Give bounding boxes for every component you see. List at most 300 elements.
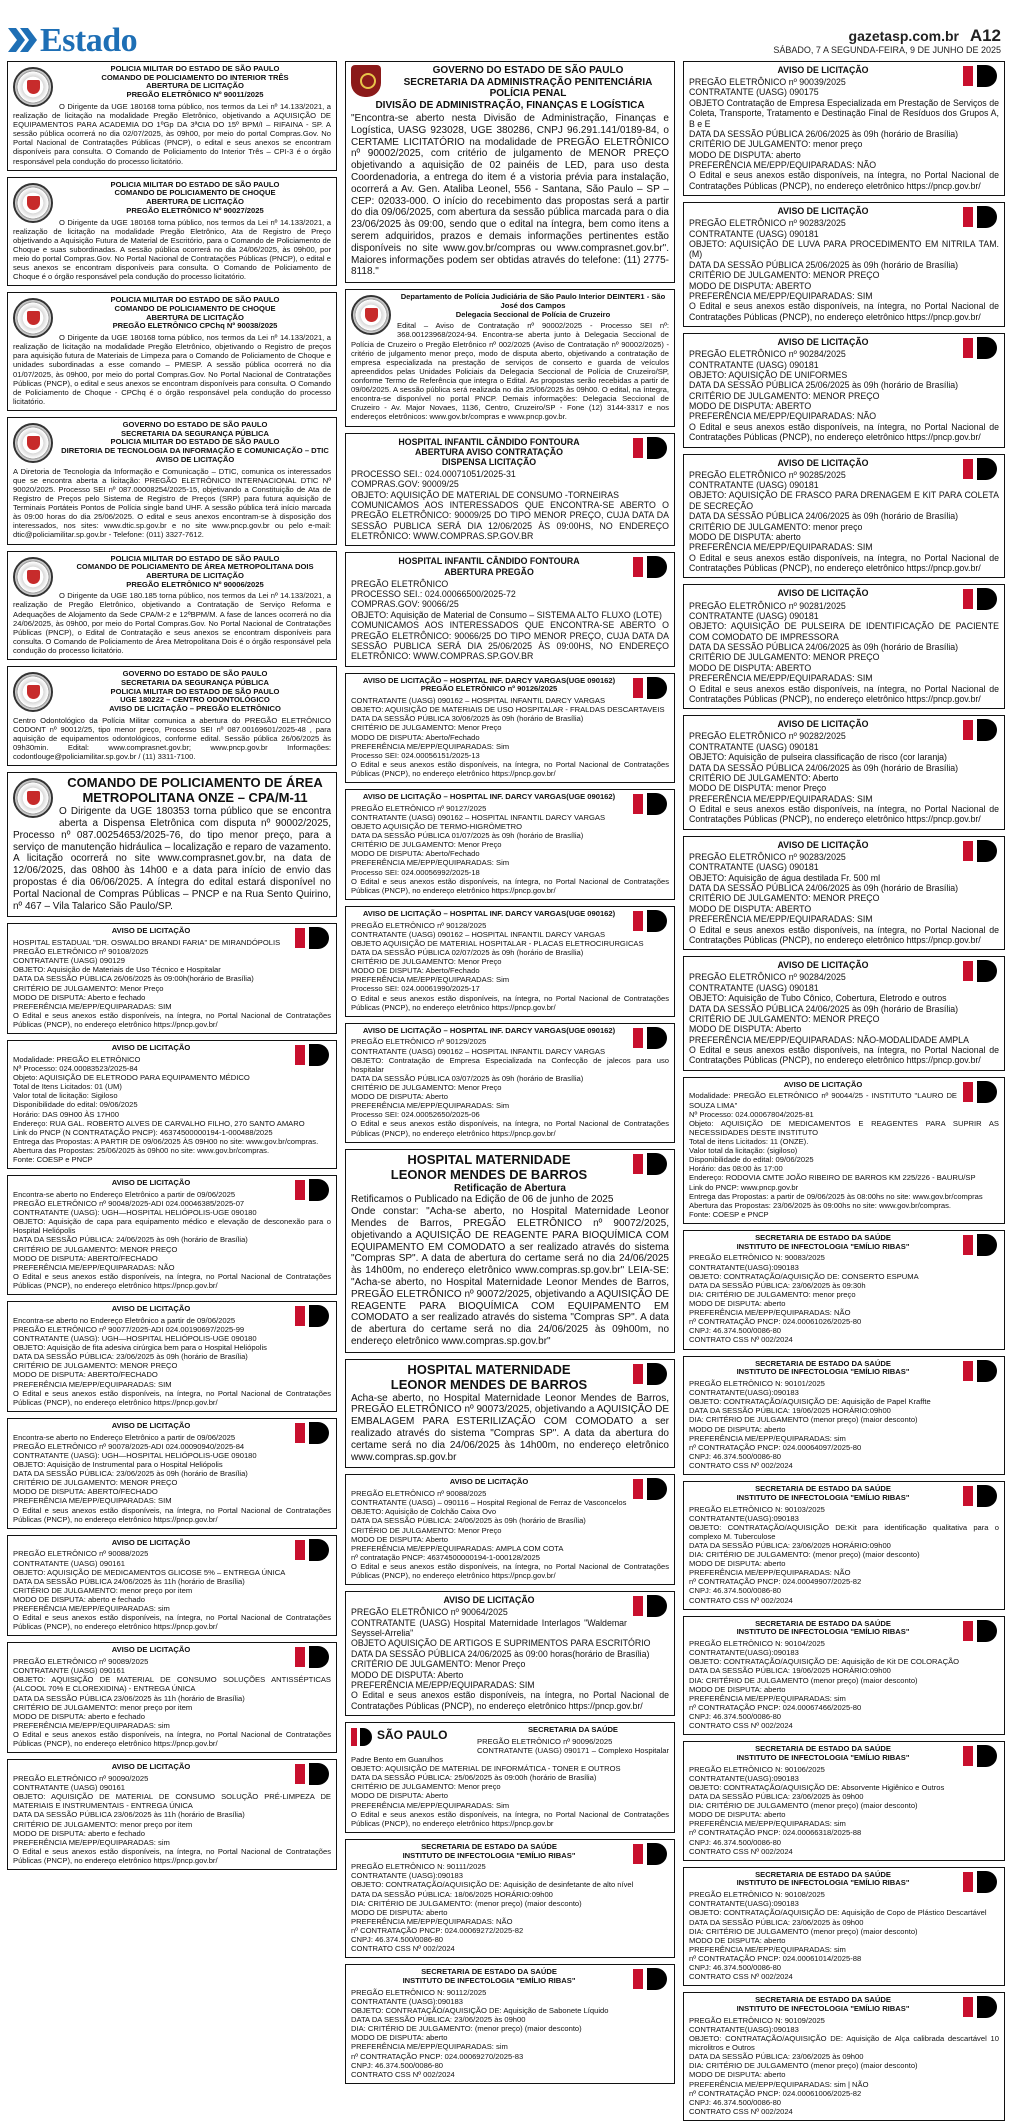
sp-government-logo-icon: [633, 910, 669, 932]
heading-line: AVISO DE LICITAÇÃO: [783, 1079, 863, 1089]
notice-line: PREFERÊNCIA ME/EPP/EQUIPARADAS: Sim: [351, 1800, 510, 1810]
notice-line: PREGÃO ELETRÔNICO N: 90103/2025: [689, 1504, 825, 1514]
notice-line: nº CONTRATAÇÃO PNCP: 024.00069272/2025-82: [351, 1926, 524, 1936]
notice-line: CONTRATANTE (UASG) 090181: [689, 359, 819, 370]
notice-line: MODO DE DISPUTA: ABERTO: [689, 401, 812, 412]
notice-line: CONTRATANTE (UASG): UGH—HOSPITAL HELIÓPOLIS-UGE 090180: [13, 1208, 257, 1218]
notice-box: [345, 1359, 675, 1469]
heading-line: COMANDO DE POLICIAMENTO DE ÁREA METROPOLITANA DOIS: [76, 562, 314, 572]
notice-line: OBJETO: CONTRATAÇÃO/AQUISIÇÃO DE: Aquisição de Copo de Plástico Descartável: [689, 1908, 987, 1918]
notice-box: [345, 552, 675, 666]
notice-box: [345, 1722, 675, 1833]
heading-line: SECRETARIA DE ESTADO DA SAÚDE: [755, 1869, 891, 1879]
notice-line: PREGÃO ELETRÔNICO N: 90083/2025: [689, 1253, 825, 1263]
notice-line: OBJETO: AQUISIÇÃO DE LUVA PARA PROCEDIMENTO EM NITRILA TAM. (M): [689, 239, 999, 260]
notice-line: COMUNICAMOS AOS INTERESSADOS QUE ENCONTRA-SE ABERTO O PREGÃO ELETRÔNICO: 90009/25 DO TIPO MENOR PREÇO, CUJA DATA DA SESSÃO PUBLICA SERÁ DIA 12/06/2025 ÀS 09:00HS, NO ENDEREÇO ELETRÔNICO: WWW.COMPRAS.SP.GOV.BR: [351, 499, 669, 542]
notice-line: Onde constar: "Acha-se aberto, no Hospital Maternidade Leonor Mendes de Barros, PREGÃO ELETRÔNICO nº 90072/2025, objetivando a AQUISIÇÃO DE REAGENTE PARA BIOQUÍMICA COM EQUIPAMENTO EM COMODATO a ser realizado através do sistema "Compras SP". A data de abertura do certame será no dia 24/06/2025 às 14h00m, no endereço eletrônico www.compras.sp.gov.br" LEIA-SE: "Acha-se aberto, no Hospital Maternidade Leonor Mendes de Barros, PREGÃO ELETRÔNICO nº 90072/2025, objetivando a AQUISIÇÃO DE REAGENTE PARA BIOQUÍMICA COM EQUIPAMENTO EM COMODATO a ser realizado através do sistema "Compras SP". A data de abertura do certame será no dia 24/06/2025 às 09h00m, no endereço eletrônico www.compras.sp.gov.br": [351, 1206, 669, 1347]
notice-line: OBJETO: Contratação de Empresa Especializada na Confecção de jalecos para uso hospitalar: [351, 1055, 669, 1074]
notice-line: CRITÉRIO DE JULGAMENTO: MENOR PREÇO: [689, 652, 880, 663]
notice-box: [345, 1591, 675, 1716]
notice-box: [7, 1535, 337, 1637]
notice-line: CONTRATO CSS Nº 002/2024: [689, 1972, 793, 1982]
notice-box: [7, 1418, 337, 1529]
notice-line: MODO DE DISPUTA: aberto e fechado: [13, 1711, 145, 1721]
notice-line: CNPJ: 46.374.500/0086-80: [689, 1586, 782, 1596]
notice-line: CRITÉRIO DE JULGAMENTO: MENOR PREÇO: [13, 1244, 178, 1254]
heading-line: ABERTURA DE LICITAÇÃO: [146, 570, 244, 580]
notice-line: CONTRATANTE (UASG) 090162 – HOSPITAL INFANTIL DARCY VARGAS: [351, 929, 606, 939]
notice-heading: [351, 1595, 669, 1605]
notice-line: nº CONTRATAÇÃO PNCP: 024.00049907/2025-82: [689, 1577, 862, 1587]
notice-line: PREGÃO ELETRÔNICO nº 90039/2025: [689, 77, 846, 88]
heading-line: AVISO DE LICITAÇÃO – PREGÃO ELETRÔNICO: [109, 704, 281, 714]
heading-line: Departamento de Polícia Judiciária de São Paulo Interior DEINTER1 - São José dos Campos: [400, 292, 666, 310]
notice-line: Horário: DAS 09H00 ÀS 17H00: [13, 1109, 119, 1119]
heading-line: PREGÃO ELETRÔNICO CPChq Nº 90038/2025: [112, 321, 278, 331]
notice-line: DATA DA SESSÃO PÚBLICA 24/06/2025 às 09:00 horas(horário de Brasília): [351, 1648, 650, 1659]
notice-line: OBJETO: AQUISIÇÃO DE MATERIAL DE CONSUMO SOLUÇÃO PRÉ-LIMPEZA DE MATERIAIS E INSTRUMENTAIS - ENTREGA ÚNICA: [13, 1792, 331, 1811]
notice-box: [7, 551, 337, 661]
heading-line: AVISO DE LICITAÇÃO: [777, 457, 869, 468]
notice-line: PREFERÊNCIA ME/EPP/EQUIPARADAS: sim | NÃO: [689, 2079, 869, 2089]
police-seal-icon: [13, 423, 53, 463]
notice-line: DATA DA SESSÃO PÚBLICA: 23/06/2025 às 09h (horário de Brasília): [13, 1352, 248, 1362]
sp-government-logo-icon: [633, 1843, 669, 1865]
heading-line: COMANDO DE POLICIAMENTO DE CHOQUE: [114, 188, 276, 198]
notice-line: O Edital e seus anexos estão disponíveis, na íntegra, no Portal Nacional de Contratações Públicas (PNCP), no endereço eletrônico https://pncp.gov.br/: [13, 1730, 331, 1749]
notice-line: O Edital e seus anexos estão disponíveis, na íntegra, no Portal Nacional de Contratações Públicas (PNCP), no endereço eletrônico https://pncp.gov.br/: [351, 876, 669, 895]
heading-line: DIRETORIA DE TECNOLOGIA DA INFORMAÇÃO E COMUNICAÇÃO – DTIC: [61, 446, 329, 456]
notice-line: O Edital e seus anexos estão disponíveis, na íntegra, no Portal Nacional de Contratações Públicas (PNCP), no endereço eletrônico https://pncp.gov.br/: [13, 1505, 331, 1524]
notice-line: DATA DA SESSÃO PÚBLICA: 18/06/2025 HORÁRIO:09h00: [351, 1889, 553, 1899]
notice-title: HOSPITAL MATERNIDADE: [407, 1151, 571, 1167]
notice-line: MODO DE DISPUTA: Aberto: [351, 1669, 464, 1680]
notice-line: PREGÃO ELETRÔNICO nº 90096/2025: [477, 1736, 613, 1746]
notice-line: PREFERÊNCIA ME/EPP/EQUIPARADAS: SIM: [689, 793, 873, 804]
heading-line: SECRETARIA DA ADMINISTRAÇÃO PENITENCIÁRIA: [403, 76, 653, 88]
notice-box: [7, 1642, 337, 1753]
notice-line: PREFERÊNCIA ME/EPP/EQUIPARADAS: SIM: [689, 914, 873, 925]
notice-box: [7, 61, 337, 171]
notice-heading: [13, 1305, 331, 1314]
sp-government-logo-icon: [963, 206, 999, 228]
sp-government-logo-icon: [963, 1996, 999, 2018]
notice-title: LEONOR MENDES DE BARROS: [390, 1376, 588, 1392]
notice-line: PREGÃO ELETRÔNICO nº 90088/2025: [13, 1549, 149, 1559]
notice-line: OBJETO: CONTRATAÇÃO/AQUISIÇÃO DE: Aquisição de Sabonete Líquido: [351, 2006, 609, 2016]
notice-line: PREFERÊNCIA ME/EPP/EQUIPARADAS: SIM: [689, 673, 873, 684]
notice-box: [683, 1356, 1005, 1476]
heading-line: AVISO DE LICITAÇÃO: [777, 719, 869, 730]
notice-heading: [13, 1179, 331, 1188]
sp-government-logo-icon: [963, 1360, 999, 1382]
notice-line: MODO DE DISPUTA: ABERTO/FECHADO: [13, 1370, 158, 1380]
heading-line: AVISO DE LICITAÇÃO: [111, 926, 191, 936]
notice-line: HOSPITAL ESTADUAL "DR. OSWALDO BRANDI FARIA" DE MIRANDÓPOLIS: [13, 938, 281, 948]
notice-line: PREFERÊNCIA ME/EPP/EQUIPARADAS: Sim: [351, 975, 510, 985]
notice-line: PREGÃO ELETRÔNICO nº 90088/2025: [351, 1489, 487, 1499]
heading-line: PREGÃO ELETRÔNICO Nº 90006/2025: [126, 579, 264, 589]
heading-line: SECRETARIA DE ESTADO DA SAÚDE: [755, 1618, 891, 1628]
notice-line: DATA DA SESSÃO PÚBLICA 02/07/2025 às 09h (horário de Brasília): [351, 947, 584, 957]
heading-line: INSTITUTO DE INFECTOLOGIA "EMÍLIO RIBAS": [736, 1367, 910, 1377]
notice-line: PREFERÊNCIA ME/EPP/EQUIPARADAS: AMPLA COM COTA: [351, 1543, 564, 1553]
chevrons-icon: [8, 28, 42, 52]
notice-line: PREGÃO ELETRÔNICO nº 90284/2025: [689, 972, 846, 983]
notice-line: CONTRATANTE (UASG) 090181: [689, 610, 819, 621]
sp-government-logo-icon: [295, 1646, 331, 1668]
notice-line: MODO DE DISPUTA: Aberto/Fechado: [351, 849, 480, 859]
notice-line: O Edital e seus anexos estão disponíveis, na íntegra, no Portal Nacional de Contratações Públicas (PNCP), no endereço eletrônico https://pncp.gov.br/: [689, 421, 999, 443]
notice-line: CONTRATANTE(UASG):090183: [689, 1899, 799, 1909]
heading-line: SECRETARIA DE ESTADO DA SAÚDE: [755, 1484, 891, 1494]
notice-heading: [13, 1539, 331, 1548]
notice-line: O Edital e seus anexos estão disponíveis, na íntegra, no Portal Nacional de Contratações Públicas (PNCP), no endereço eletrônico https://pncp.gov.br/: [351, 759, 669, 778]
masthead: [0, 0, 1011, 59]
notice-line: MODO DE DISPUTA: aberto: [351, 2033, 448, 2043]
notice-box: [7, 1301, 337, 1412]
notice-line: O Edital e seus anexos estão disponíveis, na íntegra, no Portal Nacional de Contratações Públicas (PNCP), no endereço eletrônico https://pncp.gov.br/: [689, 170, 999, 191]
notice-line: DIA: CRITÉRIO DE JULGAMENTO: (menor preço) (maior desconto): [351, 2024, 582, 2034]
notice-heading: [351, 677, 669, 694]
heading-line: AVISO DE LICITAÇÃO: [111, 1043, 191, 1053]
notice-heading: [13, 1422, 331, 1431]
sp-government-logo-icon: [295, 1539, 331, 1561]
notice-line: CONTRATANTE(UASG):090183: [689, 1773, 799, 1783]
notice-line: O Edital e seus anexos estão disponíveis, na íntegra, no Portal Nacional de Contratações Públicas (PNCP), no endereço eletrônico https://pncp.gov.br/: [689, 1045, 999, 1066]
notice-line: OBJETO: AQUISIÇÃO DE MATERIAL DE CONSUMO SOLUÇÕES ANTISSÉPTICAS (ALCOOL 70% E CLOREXIDINA) - ENTREGA ÚNICA: [13, 1675, 331, 1694]
notice-line: CONTRATANTE (UASG): UGH—HOSPITAL HELIÓPOLIS-UGE 090180: [13, 1450, 257, 1460]
notice-line: Acha-se aberto, no Hospital Maternidade Leonor Mendes de Barros, PREGÃO ELETRÔNICO nº 90073/2025, objetivando a AQUISIÇÃO DE EMBALAGEM PARA ESTERILIZAÇÃO COM COMODATO a ser realizado através do sistema "Compras SP". A data da abertura do certame será no dia 24/06/2025 às 14h00m, no endereço eletrônico www.compras.sp.gov.br: [351, 1392, 669, 1463]
notice-line: O Edital e seus anexos estão disponíveis, na íntegra, no Portal Nacional de Contratações Públicas (PNCP), no endereço eletrônico https://pncp.gov.br/: [689, 683, 999, 704]
notice-line: nº CONTRATAÇÃO PNCP: 024.00064097/2025-80: [689, 1442, 862, 1452]
heading-line: INSTITUTO DE INFECTOLOGIA "EMÍLIO RIBAS": [736, 1627, 910, 1637]
page-number: A12: [969, 26, 1001, 45]
notice-line: Nº Processo: 024.00083523/2025-84: [13, 1063, 138, 1073]
notice-line: MODO DE DISPUTA: Aberto/Fechado: [351, 732, 480, 742]
notice-line: OBJETO: AQUISIÇÃO DE MATERIAIS DE USO HOSPITALAR - FRALDAS DESCARTAVEIS: [351, 705, 665, 715]
notice-line: DATA DA SESSÃO PÚBLICA: 19/06/2025 HORÁRIO:09h00: [689, 1406, 891, 1416]
notice-line: PREGÃO ELETRÔNICO nº 90048/2025-ADI 024.00046385/2025-07: [13, 1199, 245, 1208]
heading-line: INSTITUTO DE INFECTOLOGIA "EMÍLIO RIBAS": [736, 1492, 910, 1502]
notice-line: PREGÃO ELETRÔNICO N: 90106/2025: [689, 1764, 825, 1774]
notice-line: CONTRATANTE (UASG) – 090116 – Hospital Regional de Ferraz de Vasconcelos: [351, 1498, 627, 1508]
notice-line: OBJETO AQUISIÇÃO DE ARTIGOS E SUPRIMENTOS PARA ESCRITÓRIO: [351, 1638, 651, 1649]
notice-line: Entrega das Propostas: a partir de 09/06/2025 às 08:00hs no site: www.gov.br/compras: [689, 1191, 983, 1201]
notice-heading: [351, 556, 669, 576]
notice-line: DATA DA SESSÃO PÚBLICA 24/06/2025 às 09h (horário de Brasília): [689, 642, 959, 653]
notice-box: [683, 1741, 1005, 1861]
notice-line: CRITÉRIO DE JULGAMENTO: Menor preço: [351, 1782, 501, 1792]
notice-line: CRITÉRIO DE JULGAMENTO: Menor Preço: [351, 957, 502, 967]
notice-line: CRITÉRIO DE JULGAMENTO: menor preço por item: [13, 1585, 193, 1595]
notice-box: [683, 715, 1005, 829]
heading-line: INSTITUTO DE INFECTOLOGIA "EMÍLIO RIBAS": [736, 2004, 910, 2014]
notice-line: Link do PNCP (N CONTRATAÇÃO PNCP): 46374500000194-1-000488/2025: [13, 1127, 273, 1137]
notice-line: Horário: das 08:00 às 17:00: [689, 1164, 783, 1174]
notice-line: nº CONTRATAÇÃO PNCP: 024.00066318/2025-88: [689, 1828, 862, 1838]
heading-line: AVISO DE LICITAÇÃO: [777, 588, 869, 599]
notice-title: LEONOR MENDES DE BARROS: [390, 1166, 588, 1182]
notice-line: Encontra-se aberto no Endereço Eletrônico a partir de 09/06/2025: [13, 1315, 236, 1325]
notice-line: O Edital e seus anexos estão disponíveis, na íntegra, no Portal Nacional de Contratações Públicas (PNCP), no endereço eletrônico https://pncp.gov.br/: [689, 301, 999, 322]
notice-line: MODO DE DISPUTA: aberto: [689, 1298, 786, 1308]
police-seal-icon: [13, 298, 53, 338]
heading-line: AVISO DE LICITAÇÃO – HOSPITAL INF. DARCY VARGAS(UGE 090162): [362, 675, 616, 685]
notice-line: MODO DE DISPUTA: Aberto e fechado: [13, 992, 146, 1002]
heading-line: HOSPITAL INFANTIL CÂNDIDO FONTOURA: [398, 556, 580, 567]
notice-subtitle: Retificação de Abertura: [454, 1182, 566, 1194]
notice-line: CONTRATO CSS Nº 002/2024: [689, 1460, 793, 1470]
notice-line: CONTRATANTE(UASG):090183: [689, 1388, 799, 1398]
notice-line: PREFERÊNCIA ME/EPP/EQUIPARADAS: NÃO: [689, 160, 877, 171]
notice-line: CONTRATANTE (UASG) 090171 – Complexo Hospitalar Padre Bento em Guarulhos: [351, 1745, 669, 1764]
notice-line: MODO DE DISPUTA: aberto: [689, 1935, 786, 1945]
notice-box: [683, 333, 1005, 447]
sp-government-logo-icon: [295, 1044, 331, 1066]
notice-heading: [689, 1871, 999, 1888]
notice-line: CRITÉRIO DE JULGAMENTO: MENOR PREÇO: [689, 1013, 880, 1024]
notice-line: DATA DA SESSÃO PÚBLICA 24/06/2025 às 09h (horário de Brasília): [689, 1003, 959, 1014]
notice-line: Objeto: AQUISIÇÃO DE ELETRODO PARA EQUIPAMENTO MÉDICO: [13, 1073, 250, 1083]
logo-text: SÃO PAULO: [377, 1728, 448, 1743]
notice-line: DATA DA SESSÃO PÚBLICA 24/06/2025 às 09h (horário de Brasília): [689, 762, 959, 773]
notice-heading: [351, 293, 669, 319]
notice-box: [683, 836, 1005, 950]
notice-heading: [13, 65, 331, 100]
logo-bar: [351, 1728, 357, 1746]
notice-line: CONTRATANTE(UASG):090183: [689, 2024, 799, 2034]
police-seal-icon: [13, 183, 53, 223]
notice-line: OBJETO: Aquisição de pulseira classificação de risco (cor laranja): [689, 752, 947, 763]
notice-line: Processo SEI: 024.00052650/2025-06: [351, 1110, 480, 1120]
sp-government-logo-icon: [295, 927, 331, 949]
notice-heading: [13, 296, 331, 331]
notice-line: DATA DA SESSÃO PÚBLICA 26/06/2025 às 09h (horário de Brasília): [689, 128, 959, 139]
notice-box: [7, 666, 337, 766]
notice-line: Fonte: COESP e PNCP: [13, 1155, 93, 1165]
site-url[interactable]: gazetasp.com.br: [848, 28, 959, 44]
heading-line: AVISO DE LICITAÇÃO: [777, 65, 869, 75]
heading-line: SECRETARIA DE ESTADO DA SAÚDE: [421, 1967, 557, 1977]
notice-box: [7, 177, 337, 287]
notice-line: CONTRATANTE (UASG) 090162 – HOSPITAL INFANTIL DARCY VARGAS: [351, 1046, 606, 1056]
heading-line: HOSPITAL INFANTIL CÂNDIDO FONTOURA: [398, 436, 580, 447]
notice-line: DIA: CRITÉRIO DE JULGAMENTO (menor preço) (maior desconto): [689, 1801, 918, 1811]
notice-line: O Edital e seus anexos estão disponíveis, na íntegra, no Portal Nacional de Contratações Públicas (PNCP), no endereço eletrônico https://pncp.gov.br: [351, 1809, 669, 1828]
notice-line: CRITÉRIO DE JULGAMENTO: Menor Preço: [351, 1083, 502, 1092]
heading-line: AVISO DE LICITAÇÃO: [111, 1762, 191, 1772]
police-seal-icon: [13, 67, 53, 107]
notice-line: DATA DA SESSÃO PÚBLICA 23/06/2025 às 11h (horário de Brasília): [13, 1810, 245, 1820]
notice-line: OBJETO: CONTRATAÇÃO/AQUISIÇÃO DE: Aquisição de Kit DE COLORAÇÃO: [689, 1657, 960, 1667]
notice-line: DIA: CRITÉRIO DE JULGAMENTO (menor preço) (maior desconto): [689, 1675, 918, 1685]
notice-line: CRITÉRIO DE JULGAMENTO: MENOR PREÇO: [689, 893, 880, 904]
heading-line: INSTITUTO DE INFECTOLOGIA "EMÍLIO RIBAS": [402, 1850, 576, 1860]
heading-line: POLICIA MILITAR DO ESTADO DE SÃO PAULO: [110, 686, 280, 696]
notice-heading: [689, 65, 999, 75]
notice-line: CONTRATANTE (UASG) 090181: [689, 982, 819, 993]
notice-heading: [689, 337, 999, 347]
notice-line: OBJETO: AQUISIÇÃO DE PULSEIRA DE IDENTIFICAÇÃO DE PACIENTE COM COMODATO DE IMPRESSORA: [689, 621, 999, 642]
notice-title: METROPOLITANA ONZE – CPA/M-11: [82, 790, 308, 806]
notice-line: CRITÉRIO DE JULGAMENTO: menor preço: [689, 521, 863, 532]
notice-heading: [689, 1485, 999, 1502]
notice-line: DATA DA SESSÃO PÚBLICA 26/06/2025 às 09:00h(horário de Brasília): [13, 974, 254, 984]
heading-line: AVISO DE LICITAÇÃO: [111, 1420, 191, 1430]
heading-line: POLICIA MILITAR DO ESTADO DE SÃO PAULO: [110, 437, 280, 447]
notice-line: DATA DA SESSÃO PÚBLICA: 23/06/2025 às 09h (horário de Brasília): [13, 1469, 248, 1479]
notice-line: OBJETO: AQUISIÇÃO DE UNIFORMES: [689, 369, 848, 380]
sp-government-logo-icon: [963, 1081, 999, 1103]
notice-line: PREGÃO ELETRÔNICO nº 90128/2025: [351, 920, 487, 930]
notice-line: PREGÃO ELETRÔNICO nº 90127/2025: [351, 803, 487, 813]
notice-line: Total de Itens Licitados: 01 (UM): [13, 1082, 122, 1092]
heading-line: AVISO DE LICITAÇÃO: [111, 1537, 191, 1547]
notice-line: PROCESSO SEI.: 024.00071051/2025-31: [351, 468, 516, 479]
sp-government-logo-icon: [295, 1305, 331, 1327]
sp-government-logo-icon: [295, 1179, 331, 1201]
notice-line: CRITÉRIO DE JULGAMENTO: menor preço por item: [13, 1819, 193, 1829]
heading-line: POLICIA MILITAR DO ESTADO DE SÃO PAULO: [110, 295, 280, 305]
notice-box: [683, 584, 1005, 709]
heading-line: PREGÃO ELETRÔNICO nº 90126/2025: [420, 684, 558, 694]
notice-line: PREFERÊNCIA ME/EPP/EQUIPARADAS: sim: [689, 1433, 846, 1443]
notice-line: OBJETO: Aquisição de Materiais de Uso Técnico e Hospitalar: [13, 965, 221, 975]
heading-line: AVISO DE LICITAÇÃO: [777, 337, 869, 348]
notice-box: [345, 673, 675, 783]
notice-box: [345, 789, 675, 900]
notice-line: MODO DE DISPUTA: ABERTO/FECHADO: [13, 1253, 158, 1263]
notice-line: COMPRAS.GOV: 90009/25: [351, 479, 459, 490]
notice-line: Disponibilidade do edital: 09/06/2025: [689, 1155, 814, 1165]
notice-line: DATA DA SESSÃO PÚBLICA: 25/06/2025 às 09:00h (horário de Brasília): [351, 1773, 597, 1783]
sp-government-logo-icon: [963, 65, 999, 87]
heading-line: AVISO DE LICITAÇÃO: [155, 454, 235, 464]
notice-line: CONTRATO CSS Nº 002/2024: [689, 1335, 793, 1345]
notice-line: CRITÉRIO DE JULGAMENTO: Menor Preço: [351, 840, 502, 850]
notice-line: O Edital e seus anexos estão disponíveis, na íntegra, no Portal Nacional de Contratações Públicas (PNCP), no endereço eletrônico https://pncp.gov.br/: [13, 1846, 331, 1865]
heading-line: SECRETARIA DA SAÚDE: [527, 1725, 618, 1735]
heading-line: AVISO DE LICITAÇÃO: [111, 1304, 191, 1314]
notice-line: PREFERÊNCIA ME/EPP/EQUIPARADAS: NÃO: [689, 411, 877, 422]
notice-heading: [689, 1360, 999, 1377]
heading-line: AVISO DE LICITAÇÃO – HOSPITAL INF. DARCY VARGAS(UGE 090162): [362, 1025, 616, 1035]
notice-line: PREGÃO ELETRÔNICO N: 90108/2025: [689, 1890, 825, 1900]
sp-government-logo-icon: [963, 719, 999, 741]
notice-line: CRITÉRIO DE JULGAMENTO: menor preço: [689, 139, 863, 150]
notice-line: "Encontra-se aberto nesta Divisão de Administração, Finanças e Logística, UASG 923028, UGE 380286, CNPJ 96.291.141/0189-84, o CERTAME LICITATÓRIO na modalidade de PREGÃO ELETRÔNICO nº 90002/2025, com critério de julgamento de MENOR PREÇO objetivando a aquisição de 02 painéis de LED, para uso desta Coordenadoria, a entrega do item é a vistoria prévia para instalação, ocorrerá a Av. Gen. Ataliba Leonel, 556 - Santana, São Paulo – SP – CEP: 02033-000. O início do recebimento das propostas será a partir do dia 09/06/2025, com abertura da sessão pública marcada para o dia 23/06/2025 às 09:00, sendo que o edital na íntegra, bem como itens a serem adquiridos, prazos e demais informações pertinentes estão disponíveis no site www.gov.br/compras ou www.comprasnet.gov.br". Maiores informações podem ser obtidas através do telefone: (11) 2775-8118.": [351, 113, 669, 278]
notice-line: PREFERÊNCIA ME/EPP/EQUIPARADAS: sim: [351, 2042, 508, 2052]
notice-line: PREFERÊNCIA ME/EPP/EQUIPARADAS: Sim: [351, 741, 510, 751]
notice-line: PREFERÊNCIA ME/EPP/EQUIPARADAS: SIM: [351, 1679, 535, 1690]
notice-line: PREFERÊNCIA ME/EPP/EQUIPARADAS: sim: [13, 1604, 170, 1614]
notice-line: Fonte: COESP e PNCP: [689, 1209, 769, 1219]
notice-line: nº CONTRATAÇÃO PNCP: 024.00061006/2025-82: [689, 2088, 862, 2098]
heading-line: AVISO DE LICITAÇÃO – HOSPITAL INF. DARCY VARGAS(UGE 090162): [362, 792, 616, 802]
heading-line: UGE 180222 – CENTRO ODONTOLÓGICO: [120, 695, 270, 705]
notice-line: COMPRAS.GOV: 90066/25: [351, 599, 459, 610]
notice-line: PREFERÊNCIA ME/EPP/EQUIPARADAS: Sim: [351, 1101, 510, 1111]
heading-line: ABERTURA DE LICITAÇÃO: [146, 81, 244, 91]
notice-line: Nº Processo: 024.00067804/2025-81: [689, 1109, 814, 1119]
heading-line: ABERTURA PREGÃO: [444, 566, 534, 577]
notice-line: CRITÉRIO DE JULGAMENTO: Menor Preço: [351, 1525, 502, 1535]
notice-line: PREFERÊNCIA ME/EPP/EQUIPARADAS: SIM: [689, 290, 873, 301]
notice-line: CNPJ: 46.374.500/0086-80: [689, 1837, 782, 1847]
sp-government-logo-icon: [633, 1027, 669, 1049]
sp-government-logo-icon: [295, 1763, 331, 1785]
notice-line: PREGÃO ELETRÔNICO N: 90101/2025: [689, 1378, 825, 1388]
heading-line: COMANDO DE POLICIAMENTO DE CHOQUE: [114, 304, 276, 313]
heading-line: SECRETARIA DE ESTADO DA SAÚDE: [755, 1233, 891, 1242]
notice-line: DIA: CRITÉRIO DE JULGAMENTO: (menor preço) (maior desconto): [351, 1898, 582, 1908]
notice-box: [345, 1474, 675, 1585]
notice-heading: [351, 793, 669, 802]
notice-line: O Dirigente da UGE 180168 torna público, nos termos da Lei nº 14.133/2021, a realização de licitação na modalidade Pregão Eletrônico, Ata de Registro de Preço objetivando a Aquisição Futura de Material de Escritório, para o Comando de Policiamento de Choque e suas subordinadas. A sessão pública ocorrerá no dia 24/06/2025, às 09h00, por meio do portal Compras.Gov. No Portal Nacional de Contratações Públicas (PNCP), o edital e seus anexos se encontram disponíveis para consulta. O Comando de Policiamento de Choque é o órgão responsável pela condução do processo licitatório.: [13, 217, 331, 282]
notice-line: CONTRATANTE (UASG) 090129: [13, 956, 125, 966]
notice-line: DATA DA SESSÃO PÚBLICA: 19/06/2025 HORÁRIO:09h00: [689, 1666, 891, 1676]
notice-line: CONTRATANTE (UASG) 090161: [13, 1783, 125, 1793]
notice-line: CRITÉRIO DE JULGAMENTO: MENOR PREÇO: [689, 390, 880, 401]
notice-line: OBJETO AQUISIÇÃO DE TERMO-HIGRÔMETRO: [351, 822, 523, 832]
notice-heading: [13, 927, 331, 936]
notice-heading: [689, 960, 999, 970]
notice-line: DATA DA SESSÃO PÚBLICA: 23/06/2025 às 09h00: [689, 1792, 864, 1801]
notice-line: nº CONTRATAÇÃO PNCP: 024.00061014/2025-88: [689, 1953, 862, 1963]
notice-line: Disponibilidade do edital: 09/06/2025: [13, 1100, 138, 1110]
notice-box: [683, 1077, 1005, 1224]
sp-government-logo-icon: [633, 556, 669, 578]
notice-line: DIA: CRITÉRIO DE JULGAMENTO (menor preço) (maior desconto): [689, 1415, 918, 1425]
notice-line: PREFERÊNCIA ME/EPP/EQUIPARADAS: SIM: [689, 542, 873, 553]
notice-box: [345, 1023, 675, 1143]
notice-line: O Edital e seus anexos estão disponíveis, na íntegra, no Portal Nacional de Contratações Públicas (PNCP), no endereço eletrônico https://pncp.gov.br/: [351, 1119, 669, 1138]
notice-line: PREFERÊNCIA ME/EPP/EQUIPARADAS: sim: [13, 1837, 170, 1847]
notice-line: OBJETO: Aquisição de capa para equipamento médico e elevação de desconexão para o Hospital Heliópolis: [13, 1217, 331, 1236]
heading-line: SECRETARIA DA SEGURANÇA PÚBLICA: [121, 428, 269, 438]
notice-box: [7, 1040, 337, 1169]
notice-box: [683, 1992, 1005, 2121]
notice-line: MODO DE DISPUTA: aberto: [689, 1424, 786, 1434]
notice-box: [683, 1616, 1005, 1736]
heading-line: GOVERNO DO ESTADO DE SÃO PAULO: [122, 669, 268, 679]
notice-line: MODO DE DISPUTA: ABERTO: [689, 903, 812, 914]
notice-line: nº CONTRATAÇÃO PNCP: 024.00067466/2025-80: [689, 1702, 862, 1712]
notice-line: PREFERÊNCIA ME/EPP/EQUIPARADAS: Sim: [351, 858, 510, 868]
notice-line: Abertura das Propostas: 23/06/2025 às 09:00hs no site: www.gov.br/compras.: [689, 1200, 951, 1210]
notice-line: O Edital e seus anexos estão disponíveis, na íntegra, no Portal Nacional de Contratações Públicas (PNCP), no endereço eletrônico https://pncp.gov.br/: [689, 552, 999, 574]
notice-line: MODO DE DISPUTA: Aberto: [689, 1024, 802, 1035]
notice-line: DATA DA SESSÃO PÚBLICA: 23/06/2025 às 09h00: [689, 2052, 864, 2062]
notice-line: DATA DA SESSÃO PÚBLICA: 23/06/2025 às 09h00: [351, 2015, 526, 2025]
notice-line: PREGÃO ELETRÔNICO nº 90284/2025: [689, 349, 846, 360]
notice-line: OBJETO: CONTRATAÇÃO/AQUISIÇÃO DE: CONSERTO ESPUMA: [689, 1271, 919, 1281]
notice-line: O Edital e seus anexos estão disponíveis, na íntegra, no Portal Nacional de Contratações Públicas (PNCP), no endereço eletrônico https://pncp.gov.br/: [351, 1690, 669, 1711]
logo-shape: [360, 1728, 372, 1746]
notice-heading: [13, 421, 331, 465]
notice-line: DATA DA SESSÃO PÚBLICA: 24/06/2025 às 09h (horário de Brasília): [351, 1516, 586, 1526]
notice-line: OBJETO: AQUISIÇÃO DE MEDICAMENTOS GLICOSE 5% – ENTREGA ÚNICA: [13, 1567, 286, 1577]
heading-line: POLICIA MILITAR DO ESTADO DE SÃO PAULO: [110, 553, 280, 563]
notice-line: PREGÃO ELETRÔNICO N: 90109/2025: [689, 2015, 825, 2025]
sp-government-logo-icon: [633, 1363, 669, 1385]
notice-line: CNPJ: 46.374.500/0086-80: [689, 1326, 782, 1336]
heading-line: Delegacia Seccional de Polícia de Cruzeiro: [455, 309, 611, 319]
notice-line: Valor total da licitação: (sigiloso): [689, 1146, 798, 1156]
notice-line: PREGÃO ELETRÔNICO nº 90281/2025: [689, 600, 846, 611]
police-seal-icon: [351, 295, 391, 335]
